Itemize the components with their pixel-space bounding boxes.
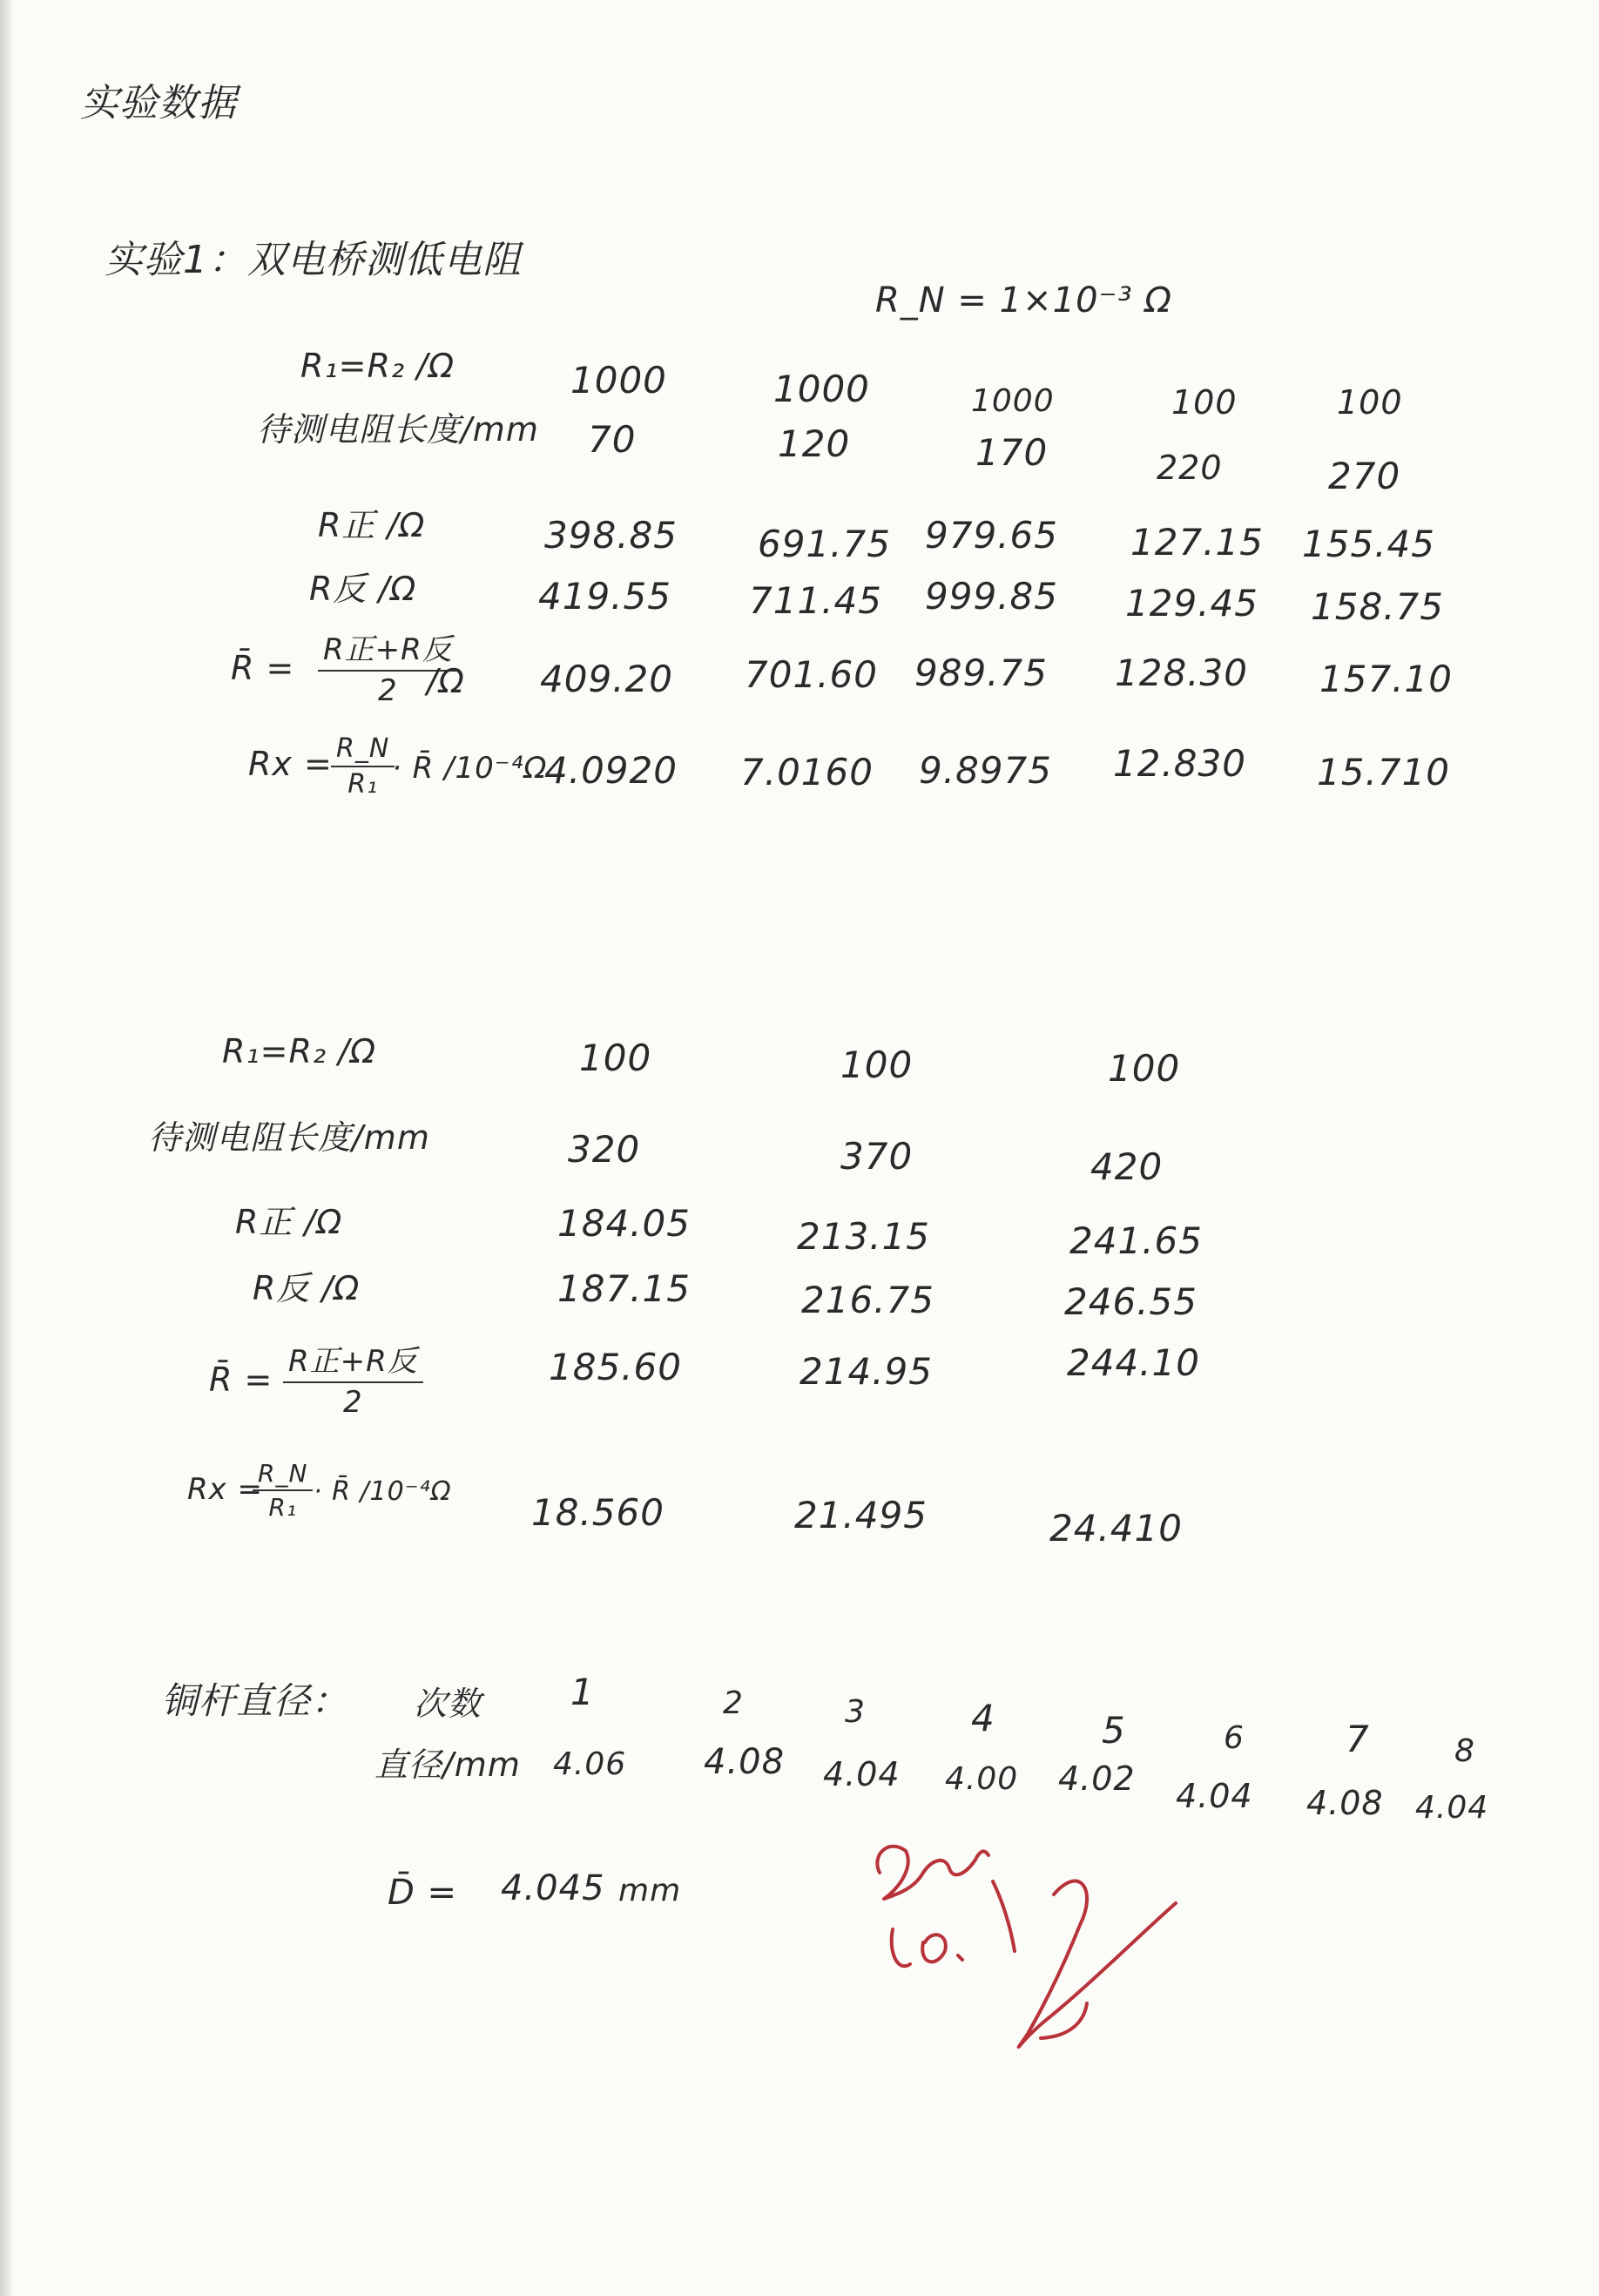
t2-c1-rx: 18.560	[531, 1491, 665, 1534]
diameter-6: 4.04	[1176, 1777, 1253, 1815]
t2-c1-r-pos: 184.05	[557, 1202, 691, 1245]
t1-c3-r1r2: 1000	[971, 383, 1055, 419]
t2-label-rx-lhs: Rx =	[187, 1472, 264, 1507]
t2-label-rbar-lhs: R̄ =	[209, 1361, 273, 1399]
diameter-3: 4.04	[823, 1755, 901, 1793]
t2-label-r-pos: R正 /Ω	[235, 1203, 343, 1241]
page-title: 实验数据	[80, 81, 237, 125]
t1-c3-rx: 9.8975	[919, 749, 1052, 792]
t1-c1-r-neg: 419.55	[538, 575, 671, 618]
standard-resistance: R_N = 1×10⁻³ Ω	[875, 280, 1172, 321]
t2-c1-length: 320	[568, 1128, 641, 1171]
t1-c1-length: 70	[588, 418, 637, 461]
t1-c3-r-bar: 989.75	[914, 652, 1048, 694]
t1-c2-r-neg: 711.45	[749, 579, 882, 622]
t1-rx-denominator: R₁	[347, 769, 379, 800]
trial-8: 8	[1454, 1733, 1475, 1769]
t2-c2-length: 370	[840, 1135, 914, 1178]
t1-c5-length: 270	[1328, 455, 1401, 497]
t1-c5-r1r2: 100	[1337, 383, 1403, 422]
t1-label-rx-lhs: Rx =	[248, 745, 333, 783]
t1-label-r1r2: R₁=R₂ /Ω	[300, 347, 455, 385]
t2-label-r-neg: R反 /Ω	[253, 1269, 361, 1307]
trial-4: 4	[971, 1697, 995, 1739]
t1-c3-length: 170	[975, 431, 1049, 474]
diameter-1: 4.06	[553, 1746, 627, 1782]
t2-rx-rhs: · R̄ /10⁻⁴Ω	[314, 1476, 452, 1507]
t1-rbar-denominator: 2	[378, 673, 398, 708]
t2-c1-r-neg: 187.15	[557, 1267, 691, 1310]
t1-rbar-numerator: R正+R反	[318, 625, 458, 672]
t1-c1-r-bar: 409.20	[540, 658, 673, 700]
t1-c4-r-bar: 128.30	[1115, 652, 1248, 694]
diameter-4: 4.00	[945, 1761, 1019, 1797]
t1-c2-r-bar: 701.60	[745, 653, 878, 696]
t1-c5-rx: 15.710	[1317, 751, 1450, 793]
t2-c3-r-pos: 241.65	[1069, 1219, 1203, 1262]
trial-5: 5	[1102, 1709, 1126, 1752]
t1-label-r-neg: R反 /Ω	[309, 570, 417, 608]
t1-c4-r1r2: 100	[1171, 383, 1238, 422]
t2-c3-r-neg: 246.55	[1064, 1280, 1198, 1323]
diameter-2: 4.08	[704, 1742, 786, 1782]
t2-label-r1r2: R₁=R₂ /Ω	[222, 1032, 377, 1070]
t1-rx-numerator: R_N	[331, 733, 395, 767]
t2-c2-r-neg: 216.75	[801, 1279, 934, 1321]
t1-c4-r-neg: 129.45	[1125, 582, 1258, 625]
t1-c3-r-neg: 999.85	[925, 575, 1058, 618]
t1-c4-length: 220	[1157, 449, 1223, 487]
diameter-7: 4.08	[1306, 1784, 1384, 1822]
t2-c2-rx: 21.495	[794, 1494, 928, 1536]
t2-rx-numerator: R_N	[253, 1459, 313, 1491]
t2-label-length: 待测电阻长度/mm	[148, 1118, 430, 1157]
t1-label-rbar-lhs: R̄ =	[231, 649, 295, 687]
t1-c2-rx: 7.0160	[740, 751, 874, 793]
t1-c5-r-pos: 155.45	[1302, 523, 1435, 565]
t1-c3-r-pos: 979.65	[925, 514, 1058, 557]
t1-c1-r1r2: 1000	[570, 359, 667, 402]
t2-rbar-numerator: R正+R反	[283, 1337, 423, 1383]
t2-rx-denominator: R₁	[268, 1493, 298, 1522]
diameter-8: 4.04	[1415, 1790, 1489, 1826]
trial-3: 3	[845, 1694, 866, 1730]
diameter-title: 铜杆直径：	[161, 1679, 349, 1722]
t1-c2-r-pos: 691.75	[758, 523, 891, 565]
t2-c2-r-pos: 213.15	[797, 1215, 930, 1258]
diameter-label: 直径/mm	[374, 1746, 521, 1784]
trial-2: 2	[723, 1685, 744, 1721]
t2-c3-r-bar: 244.10	[1067, 1341, 1200, 1384]
trial-1: 1	[570, 1671, 595, 1713]
t2-c2-r1r2: 100	[840, 1043, 914, 1086]
t1-c5-r-neg: 158.75	[1311, 585, 1444, 628]
trial-7: 7	[1346, 1718, 1370, 1760]
t1-c2-r1r2: 1000	[773, 368, 870, 410]
t1-c1-r-pos: 398.85	[544, 514, 678, 557]
diameter-5: 4.02	[1058, 1759, 1136, 1798]
t2-c3-r1r2: 100	[1108, 1047, 1181, 1090]
t1-c5-r-bar: 157.10	[1319, 658, 1453, 700]
t1-c2-length: 120	[778, 422, 851, 465]
t2-c3-length: 420	[1090, 1145, 1164, 1188]
mean-diameter-unit: mm	[618, 1873, 682, 1908]
t2-rbar-denominator: 2	[343, 1385, 363, 1420]
t1-label-r-pos: R正 /Ω	[318, 506, 426, 544]
trial-6: 6	[1224, 1720, 1245, 1756]
t1-c4-r-pos: 127.15	[1130, 521, 1264, 564]
t2-c3-rx: 24.410	[1049, 1507, 1183, 1550]
experiment-title: 实验1：双电桥测低电阻	[105, 238, 522, 282]
mean-diameter-lhs: D̄ =	[388, 1873, 458, 1913]
t2-c1-r-bar: 185.60	[549, 1346, 682, 1388]
trial-label: 次数	[414, 1685, 482, 1723]
t1-rx-rhs: · R̄ /10⁻⁴Ω	[392, 751, 548, 786]
t2-c2-r-bar: 214.95	[800, 1350, 933, 1393]
mean-diameter-value: 4.045	[501, 1868, 605, 1908]
t1-c4-rx: 12.830	[1113, 742, 1246, 785]
t1-label-length: 待测电阻长度/mm	[257, 410, 539, 449]
t1-c1-rx: 4.0920	[544, 749, 678, 792]
t2-c1-r1r2: 100	[579, 1037, 652, 1079]
t1-rbar-unit: /Ω	[427, 662, 465, 700]
